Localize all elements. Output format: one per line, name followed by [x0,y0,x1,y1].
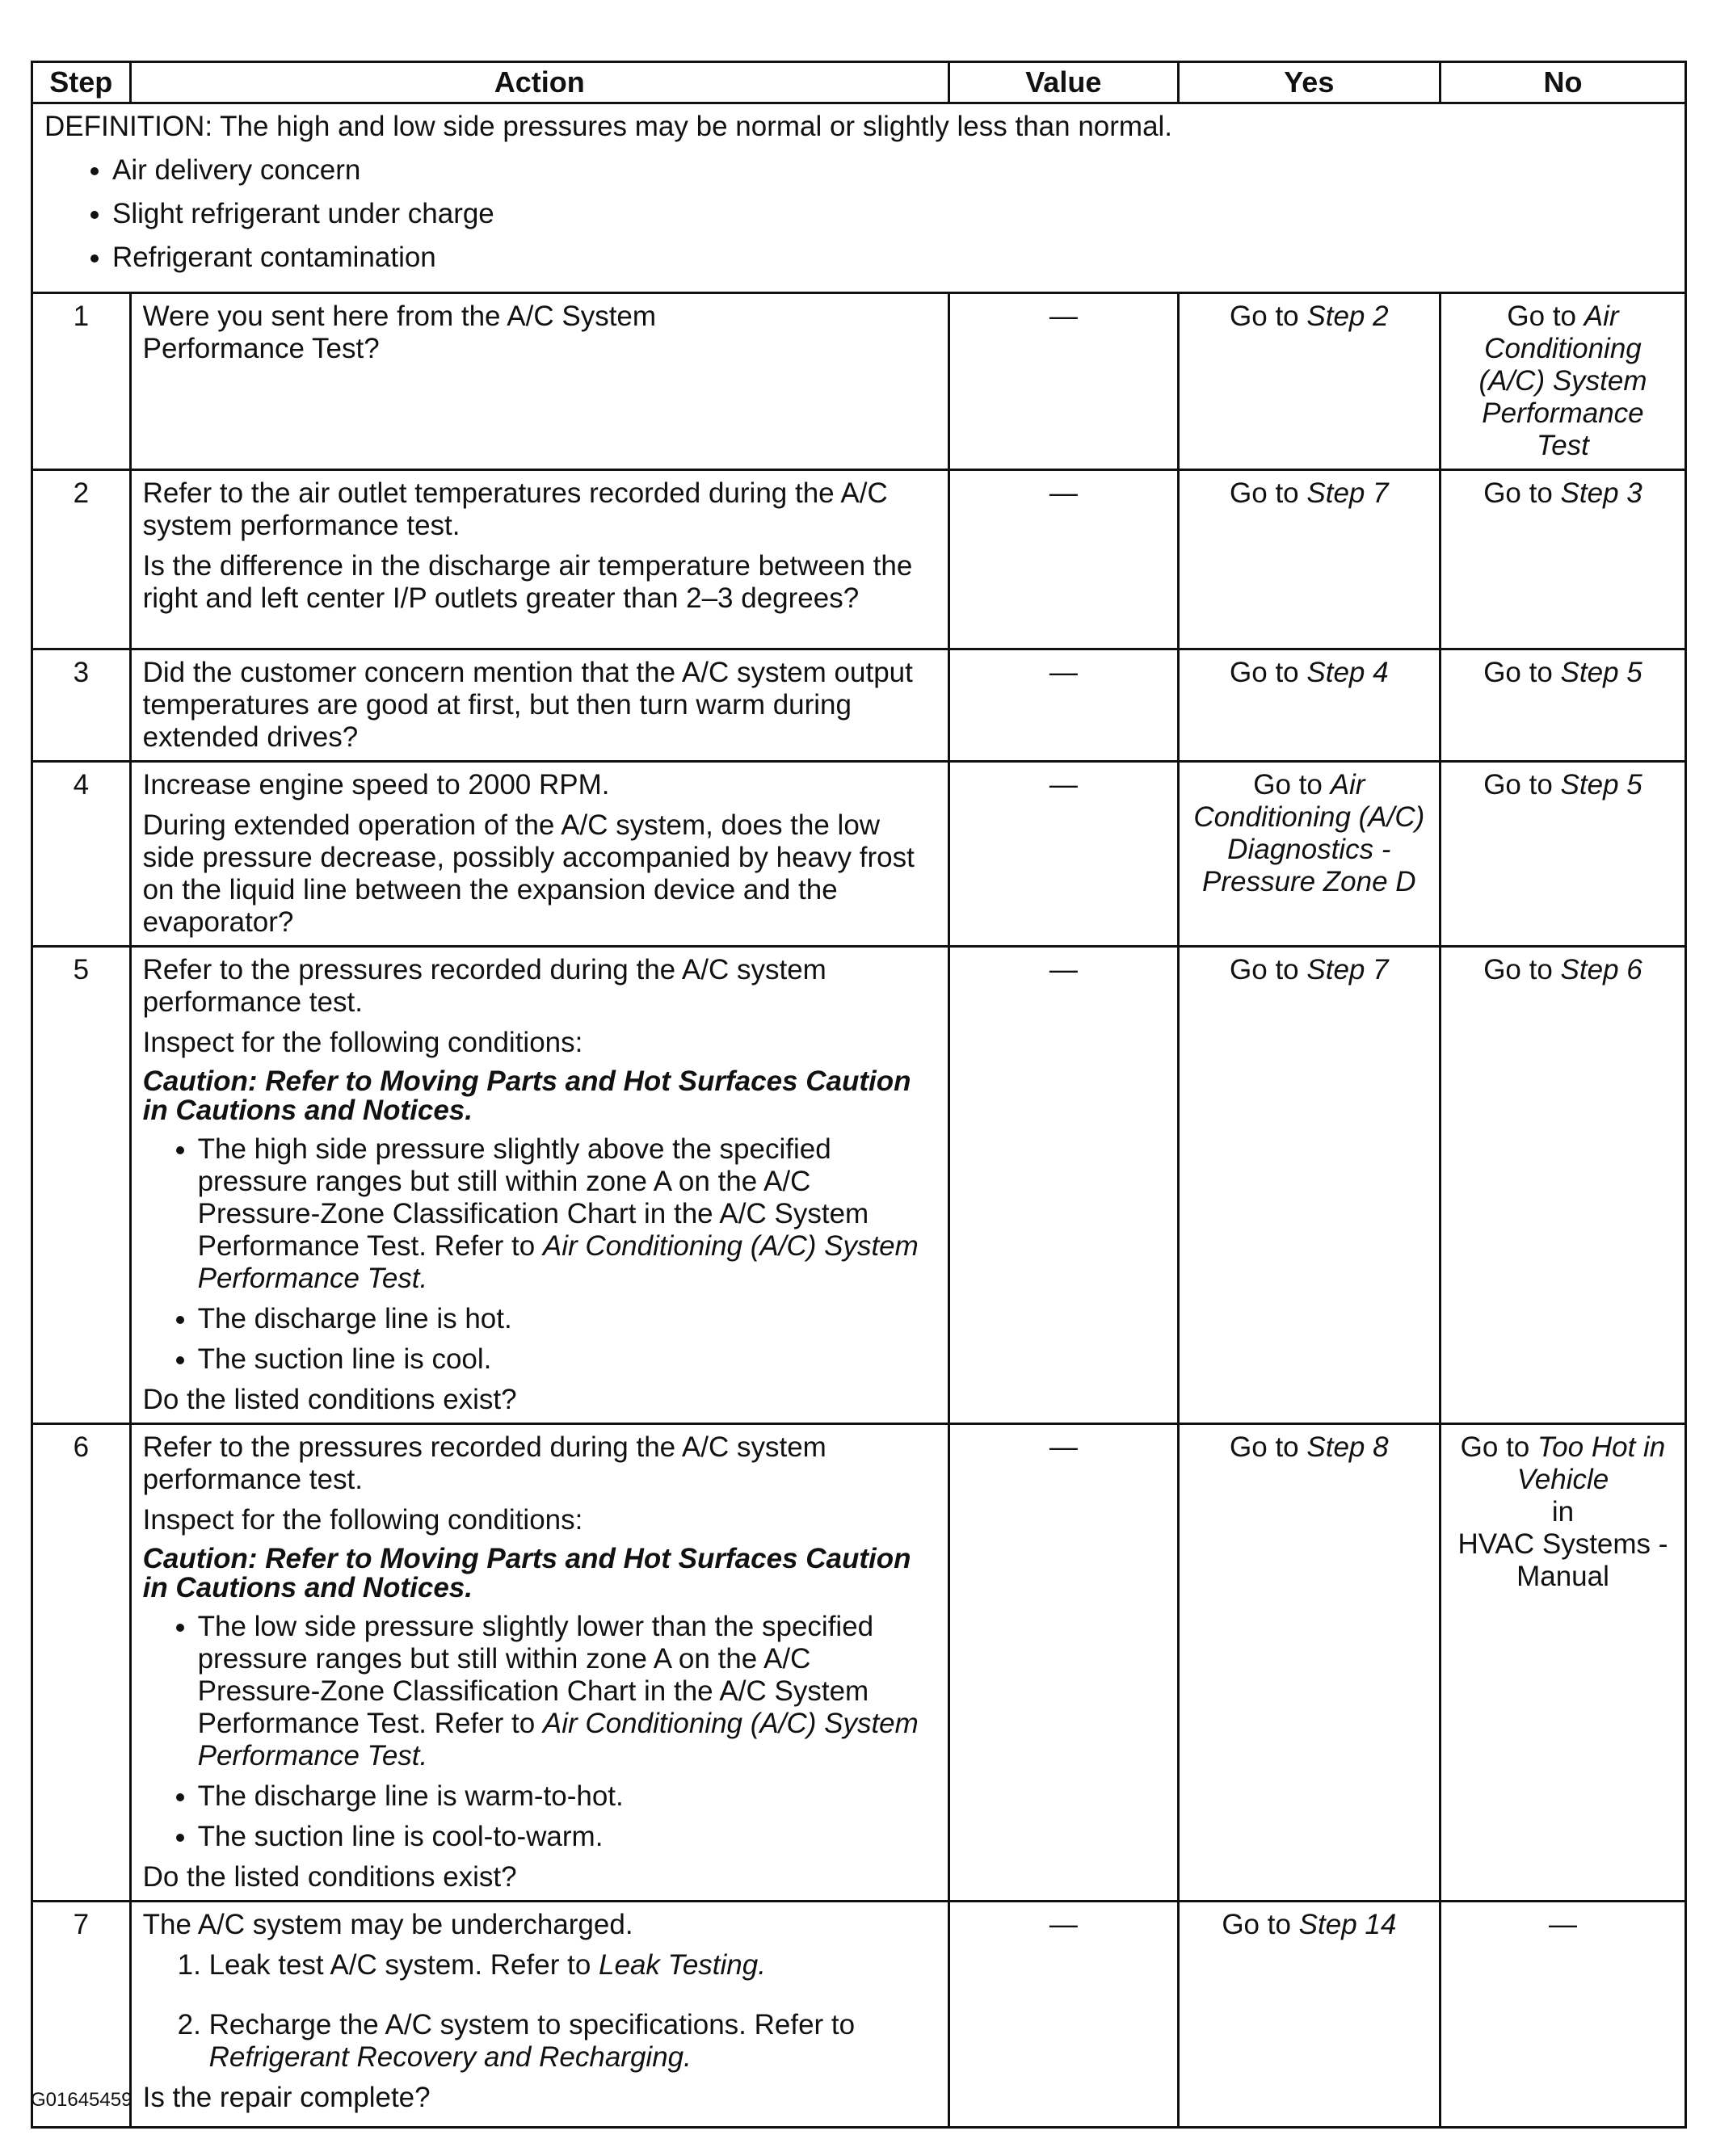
reference-link[interactable]: Air Conditioning (A/C) System Performance Test. [197,1708,919,1771]
condition-item: • The discharge line is warm-to-hot. [198,1780,936,1813]
no-in-label: in [1551,1496,1575,1528]
action-text: Increase engine speed to 2000 RPM. [142,769,610,801]
step-value: — [948,293,1178,470]
header-value: Value [948,62,1178,103]
step-row-4 [32,762,1686,947]
step-yes [1178,762,1440,947]
reference-link[interactable]: Leak Testing. [599,1949,766,1981]
step-yes [1178,1424,1440,1902]
yes-link[interactable]: Air Conditioning (A/C) Diagnostics - Pressure Zone D [1193,769,1425,897]
step-row-3 [32,649,1686,762]
definition-list [44,154,1673,274]
procedure-item [209,2009,936,2074]
condition-item: • The discharge line is hot. [198,1303,936,1335]
step-action [130,649,948,762]
definition-item: • Air delivery concern [112,154,1673,187]
condition-item [198,1133,936,1295]
condition-text: The high side pressure slightly above the specified pressure ranges but still within zone A on the A/C Pressure-Zone Classification Chart in the A/C System Performance Test. Refer to [197,1133,869,1262]
yes-link[interactable]: Step 14 [1298,1909,1397,1940]
diagnostic-table [31,61,1687,2129]
condition-text: The low side pressure slightly lower than the specified pressure ranges but still within zone A on the A/C Pressure-Zone Classification Chart in the A/C System Performance Test. Refer to [197,1611,874,1739]
no-link[interactable]: Too Hot in Vehicle [1516,1431,1666,1495]
step-no [1440,649,1685,762]
reference-link[interactable]: Air Conditioning (A/C) System Performance Test. [197,1230,919,1294]
step-no [1440,293,1685,470]
action-text: Did the customer concern mention that the A/C system output temperatures are good at first, but then turn warm during extended drives? [142,657,913,753]
action-text: Refer to the pressures recorded during the A/C system performance test. [142,954,826,1018]
header-yes: Yes [1178,62,1440,103]
go-to-label: Go to [1230,477,1299,509]
step-action [130,947,948,1424]
yes-link[interactable]: Step 7 [1306,477,1389,509]
action-text: Refer to the air outlet temperatures recorded during the A/C system performance test. [142,477,888,541]
action-question: Do the listed conditions exist? [142,1384,517,1415]
step-value: — [948,470,1178,649]
go-to-label: Go to [1230,657,1299,688]
action-question: Is the difference in the discharge air temperature between the right and left center I/P outlets greater than 2–3 degrees? [142,550,913,614]
step-no [1440,1424,1685,1902]
figure-id: G01645459 [31,2089,132,2111]
action-question: Is the repair complete? [142,2082,431,2113]
action-text: Inspect for the following conditions: [142,1504,583,1536]
header-no: No [1440,62,1685,103]
definition-text: DEFINITION: The high and low side pressures may be normal or slightly less than normal. [44,111,1173,142]
action-text: Inspect for the following conditions: [142,1027,583,1058]
procedure-text: Leak test A/C system. Refer to [208,1949,591,1981]
definition-item: • Refrigerant contamination [112,242,1673,274]
step-row-5 [32,947,1686,1424]
no-link[interactable]: Step 5 [1560,657,1642,688]
step-value: — [948,649,1178,762]
step-no [1440,947,1685,1424]
go-to-label: Go to [1483,477,1553,509]
action-text: Refer to the pressures recorded during the A/C system performance test. [142,1431,826,1495]
go-to-label: Go to [1230,1431,1299,1463]
header-step: Step [32,62,131,103]
step-action [130,293,948,470]
step-yes [1178,947,1440,1424]
step-no [1440,470,1685,649]
step-value: — [948,947,1178,1424]
step-value: — [948,1424,1178,1902]
no-link[interactable]: Air Conditioning (A/C) System Performance Test [1478,300,1647,461]
step-no [1440,762,1685,947]
step-action [130,1902,948,2128]
definition-row [32,103,1686,293]
go-to-label: Go to [1460,1431,1530,1463]
step-yes [1178,293,1440,470]
condition-list [143,1611,936,1853]
action-text: The A/C system may be undercharged. [142,1909,633,1940]
go-to-label: Go to [1230,300,1299,332]
header-action: Action [130,62,948,103]
step-yes [1178,649,1440,762]
procedure-list [143,1949,936,2074]
procedure-item [209,1949,936,1982]
step-number: 7 [32,1902,131,2128]
action-text: Were you sent here from the A/C System Performance Test? [142,300,657,364]
procedure-text: Recharge the A/C system to specifications. Refer to [208,2009,856,2040]
step-row-2 [32,470,1686,649]
step-number: 3 [32,649,131,762]
header-row [32,62,1686,103]
step-number: 4 [32,762,131,947]
step-action [130,1424,948,1902]
caution-text: Caution: Refer to Moving Parts and Hot Surfaces Caution in Cautions and Notices. [142,1543,911,1603]
step-yes [1178,1902,1440,2128]
condition-item [198,1611,936,1772]
go-to-label: Go to [1507,300,1577,332]
no-link[interactable]: Step 3 [1560,477,1642,509]
condition-list [143,1133,936,1376]
step-row-6 [32,1424,1686,1902]
condition-item: • The suction line is cool. [198,1343,936,1376]
no-link[interactable]: Step 6 [1560,954,1642,986]
step-row-1 [32,293,1686,470]
step-number: 1 [32,293,131,470]
no-link[interactable]: Step 5 [1560,769,1642,801]
action-question: During extended operation of the A/C system, does the low side pressure decrease, possibly accompanied by heavy frost on the liquid line between the expansion device and the evaporator? [142,809,915,938]
reference-link[interactable]: Refrigerant Recovery and Recharging. [208,2041,692,2073]
go-to-label: Go to [1483,954,1553,986]
step-no: — [1440,1902,1685,2128]
step-action [130,762,948,947]
go-to-label: Go to [1222,1909,1291,1940]
definition-item: • Slight refrigerant under charge [112,198,1673,230]
caution-text: Caution: Refer to Moving Parts and Hot Surfaces Caution in Cautions and Notices. [142,1065,911,1126]
yes-link[interactable]: Step 8 [1306,1431,1389,1463]
yes-link[interactable]: Step 7 [1306,954,1389,986]
yes-link[interactable]: Step 2 [1306,300,1389,332]
step-number: 6 [32,1424,131,1902]
step-row-7 [32,1902,1686,2128]
step-action [130,470,948,649]
no-manual-link[interactable]: HVAC Systems - Manual [1457,1528,1668,1592]
step-value: — [948,1902,1178,2128]
go-to-label: Go to [1253,769,1323,801]
yes-link[interactable]: Step 4 [1306,657,1389,688]
definition-cell [32,103,1686,293]
go-to-label: Go to [1483,657,1553,688]
step-yes [1178,470,1440,649]
action-question: Do the listed conditions exist? [142,1861,517,1893]
step-value: — [948,762,1178,947]
go-to-label: Go to [1483,769,1553,801]
go-to-label: Go to [1230,954,1299,986]
step-number: 2 [32,470,131,649]
step-number: 5 [32,947,131,1424]
condition-item: • The suction line is cool-to-warm. [198,1821,936,1853]
